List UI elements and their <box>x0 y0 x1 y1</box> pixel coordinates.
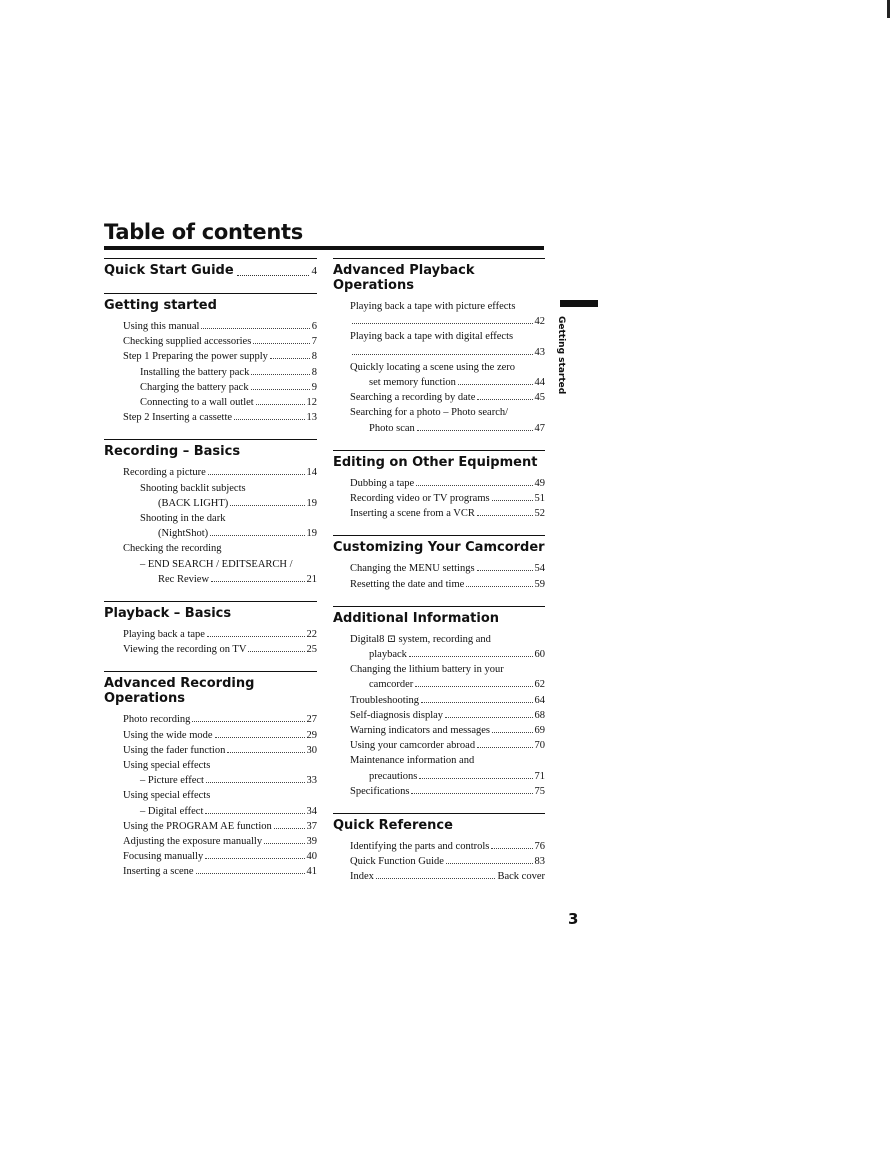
toc-entry-page: 69 <box>534 725 545 737</box>
toc-entry <box>104 481 317 496</box>
toc-entry-label: Digital8 ⊡ system, recording and <box>350 633 491 645</box>
dot-leader <box>205 858 304 859</box>
dot-leader <box>477 515 533 516</box>
toc-entry-label: Viewing the recording on TV <box>123 644 247 656</box>
side-tab-label: Getting started <box>556 316 566 395</box>
toc-entry[interactable] <box>104 804 317 819</box>
toc-entry-page: 42 <box>534 316 545 328</box>
toc-entry-page: 75 <box>534 785 545 797</box>
toc-entry-label: Troubleshooting <box>350 694 420 706</box>
section-heading[interactable] <box>104 263 317 279</box>
toc-entry[interactable] <box>333 421 545 436</box>
toc-entry-page: 59 <box>534 578 545 590</box>
dot-leader <box>352 354 533 355</box>
toc-entry-label: Photo recording <box>123 714 191 726</box>
dot-leader <box>234 419 304 420</box>
toc-entry-page: 27 <box>306 714 317 726</box>
toc-entry-page: 64 <box>534 694 545 706</box>
toc-entry-label: Rec Review <box>158 573 210 585</box>
toc-entry-label: Inserting a scene from a VCR <box>350 508 475 520</box>
toc-entry-label: Playing back a tape with picture effects <box>350 301 516 312</box>
toc-entry-page: 52 <box>534 508 545 520</box>
toc-entry-label: Installing the battery pack <box>140 366 250 378</box>
toc-entry-label: Specifications <box>350 785 410 797</box>
section-heading-label: Additional Information <box>333 610 500 626</box>
toc-entry-label: Changing the lithium battery in your <box>350 664 504 676</box>
section-heading-label: Quick Start Guide <box>104 263 234 278</box>
dot-leader <box>477 399 532 400</box>
toc-entry-page: 12 <box>306 397 317 409</box>
toc-entry[interactable] <box>104 743 317 758</box>
toc-entry[interactable] <box>333 506 545 521</box>
toc-entry <box>333 662 545 677</box>
toc-section-playback-basics <box>104 601 317 657</box>
toc-entry <box>104 511 317 526</box>
toc-entry[interactable] <box>333 723 545 738</box>
dot-leader <box>492 500 533 501</box>
toc-entry <box>333 405 545 420</box>
toc-entry-label: Playing back a tape <box>123 629 205 641</box>
toc-entry[interactable] <box>104 712 317 727</box>
section-page-number: 4 <box>311 265 317 277</box>
toc-entry[interactable] <box>333 561 545 576</box>
toc-entry-page: 40 <box>306 851 317 863</box>
right-column <box>333 258 545 899</box>
toc-entry-page: 70 <box>534 740 545 752</box>
dot-leader <box>421 702 532 703</box>
toc-entry-label: Searching a recording by date <box>350 392 476 404</box>
toc-entry-label: (NightShot) <box>158 528 209 540</box>
toc-entry-page: Back cover <box>497 871 545 883</box>
toc-entry-label: Resetting the date and time <box>350 578 465 590</box>
toc-entry[interactable] <box>104 319 317 334</box>
toc-entry-page: 34 <box>306 805 317 817</box>
dot-leader <box>376 878 496 879</box>
toc-section-quick-start-guide <box>104 258 317 279</box>
section-heading-label: Customizing Your Camcorder <box>333 540 545 556</box>
toc-entry[interactable] <box>104 365 317 380</box>
toc-entry <box>104 557 317 572</box>
toc-entry[interactable] <box>333 708 545 723</box>
toc-entry-label: Using the fader function <box>123 744 226 756</box>
toc-section-additional-information <box>333 606 545 799</box>
dot-leader <box>256 404 305 405</box>
side-tab-marker <box>560 300 598 307</box>
toc-entry-label: Step 1 Preparing the power supply <box>123 351 268 363</box>
toc-entry-page: 29 <box>306 729 317 741</box>
toc-entry-label: Searching for a photo – Photo search/ <box>350 407 509 419</box>
section-heading[interactable] <box>333 611 545 626</box>
toc-entry-label: Quickly locating a scene using the zero <box>350 361 516 373</box>
toc-entry[interactable] <box>104 864 317 879</box>
dot-leader <box>207 636 305 637</box>
section-heading[interactable] <box>104 676 317 706</box>
toc-entry[interactable] <box>104 349 317 364</box>
toc-entry-label: Recording a picture <box>123 467 206 479</box>
toc-entry-label: (BACK LIGHT) <box>158 497 229 509</box>
dot-leader <box>477 570 533 571</box>
toc-entry-label: Maintenance information and <box>350 755 475 767</box>
dot-leader <box>458 384 533 385</box>
toc-entry-page: 9 <box>311 381 317 393</box>
toc-entry-label: Inserting a scene <box>123 866 194 878</box>
toc-entry-page: 37 <box>306 820 317 832</box>
toc-section-advanced-recording-operations <box>104 671 317 879</box>
toc-entry-label: Shooting in the dark <box>140 513 226 525</box>
toc-entry-page: 30 <box>306 744 317 756</box>
toc-entry-page: 71 <box>534 770 545 782</box>
toc-entry-label: Step 2 Inserting a cassette <box>123 412 233 424</box>
dot-leader <box>208 474 305 475</box>
dot-leader <box>409 656 533 657</box>
dot-leader <box>201 328 309 329</box>
dot-leader <box>446 863 533 864</box>
toc-entry[interactable] <box>333 784 545 799</box>
toc-entry[interactable] <box>333 869 545 884</box>
toc-entry[interactable] <box>333 345 545 360</box>
toc-entry-label: playback <box>369 649 407 661</box>
toc-entry-label: Index <box>350 871 374 883</box>
toc-entry[interactable] <box>104 526 317 541</box>
toc-entry <box>333 632 545 647</box>
toc-entry-page: 45 <box>534 392 545 404</box>
toc-entry[interactable] <box>104 728 317 743</box>
dot-leader <box>352 323 533 324</box>
section-heading-label: Quick Reference <box>333 818 453 834</box>
toc-entry[interactable] <box>333 476 545 491</box>
toc-entry-label: Changing the MENU settings <box>350 563 475 575</box>
toc-entry-label: Quick Function Guide <box>350 856 444 868</box>
toc-entry-label: set memory function <box>369 377 456 389</box>
toc-entry-label: Focusing manually <box>123 851 204 863</box>
toc-entry-page: 33 <box>306 775 317 787</box>
toc-entry-label: Checking the recording <box>123 543 222 555</box>
toc-entry[interactable] <box>104 395 317 410</box>
dot-leader <box>270 358 310 359</box>
scan-edge-mark <box>887 0 890 18</box>
dot-leader <box>492 732 533 733</box>
section-heading[interactable] <box>333 263 545 293</box>
toc-entry-page: 62 <box>534 679 545 691</box>
toc-entry-label: Playing back a tape with digital effects <box>350 331 514 343</box>
toc-entry-page: 19 <box>306 497 317 509</box>
toc-entry-page: 54 <box>534 563 545 575</box>
toc-entry-label: Adjusting the exposure manually <box>123 836 263 848</box>
toc-entry <box>333 753 545 768</box>
toc-entry-label: Recording video or TV programs <box>350 493 490 505</box>
toc-section-getting-started <box>104 293 317 425</box>
section-heading[interactable] <box>333 818 545 833</box>
toc-entry[interactable] <box>333 854 545 869</box>
toc-entry-label: Dubbing a tape <box>350 477 415 489</box>
toc-entry[interactable] <box>333 314 545 329</box>
title-rule <box>104 246 544 250</box>
dot-leader <box>264 843 304 844</box>
toc-entry[interactable] <box>333 647 545 662</box>
section-heading-label: Getting started <box>104 298 217 313</box>
toc-entry[interactable] <box>333 390 545 405</box>
toc-entry[interactable] <box>104 642 317 657</box>
toc-entry-label: Shooting backlit subjects <box>140 482 246 494</box>
toc-entry-label: precautions <box>369 770 418 782</box>
toc-entry-page: 68 <box>534 709 545 721</box>
toc-entry-page: 83 <box>534 856 545 868</box>
toc-section-customizing-your-camcorder <box>333 535 545 591</box>
toc-entry-label: Using the wide mode <box>123 729 213 741</box>
dot-leader <box>206 782 305 783</box>
toc-entry-label: Checking supplied accessories <box>123 336 252 348</box>
dot-leader <box>416 485 532 486</box>
dot-leader <box>415 686 532 687</box>
dot-leader <box>237 274 309 276</box>
page-title: Table of contents <box>104 220 303 244</box>
section-heading-label: Editing on Other Equipment <box>333 454 538 470</box>
toc-entry-page: 49 <box>534 477 545 489</box>
toc-entry-label: camcorder <box>369 679 414 691</box>
toc-entry[interactable] <box>104 465 317 480</box>
toc-entry-label: Using the PROGRAM AE function <box>123 820 272 832</box>
toc-section-quick-reference <box>333 813 545 885</box>
dot-leader <box>196 873 305 874</box>
toc-entry <box>333 329 545 344</box>
toc-entry[interactable] <box>333 577 545 592</box>
dot-leader <box>227 752 304 753</box>
toc-entry-page: 19 <box>306 528 317 540</box>
toc-entry <box>333 360 545 375</box>
dot-leader <box>211 581 304 582</box>
toc-entry[interactable] <box>104 572 317 587</box>
section-heading[interactable] <box>104 606 317 621</box>
toc-section-recording-basics <box>104 439 317 587</box>
toc-entry[interactable] <box>333 375 545 390</box>
toc-entry-label: Self-diagnosis display <box>350 709 444 721</box>
toc-entry-label: – Picture effect <box>140 775 204 787</box>
toc-entry-page: 8 <box>311 366 317 378</box>
toc-entry <box>104 758 317 773</box>
toc-entry[interactable] <box>104 773 317 788</box>
toc-entry[interactable] <box>333 677 545 692</box>
section-heading[interactable] <box>104 444 317 459</box>
dot-leader <box>251 374 309 375</box>
dot-leader <box>210 535 304 536</box>
toc-entry-label: Connecting to a wall outlet <box>140 397 254 409</box>
toc-entry-page: 39 <box>306 836 317 848</box>
dot-leader <box>274 828 305 829</box>
section-heading-label: Playback – Basics <box>104 606 232 622</box>
section-heading-label: Advanced Playback Operations <box>333 263 475 293</box>
toc-entry[interactable] <box>104 380 317 395</box>
dot-leader <box>445 717 532 718</box>
toc-entry[interactable] <box>333 491 545 506</box>
section-heading-label: Advanced Recording Operations <box>104 676 255 707</box>
toc-entry[interactable] <box>333 769 545 784</box>
toc-entry-page: 76 <box>534 841 545 853</box>
toc-entry[interactable] <box>104 819 317 834</box>
toc-entry-page: 8 <box>311 351 317 363</box>
toc-entry-page: 14 <box>306 467 317 479</box>
toc-entry-label: Using special effects <box>123 790 211 802</box>
dot-leader <box>419 778 532 779</box>
dot-leader <box>466 586 532 587</box>
toc-entry-label: Using your camcorder abroad <box>350 740 476 752</box>
toc-entry-label: Identifying the parts and controls <box>350 841 490 853</box>
toc-entry[interactable] <box>333 738 545 753</box>
dot-leader <box>253 343 309 344</box>
toc-entry-page: 22 <box>306 629 317 641</box>
section-heading-label: Recording – Basics <box>104 444 241 460</box>
toc-entry-page: 41 <box>306 866 317 878</box>
toc-entry[interactable] <box>104 496 317 511</box>
toc-entry-page: 51 <box>534 493 545 505</box>
toc-entry[interactable] <box>104 334 317 349</box>
section-heading[interactable] <box>333 455 545 470</box>
toc-entry-page: 47 <box>534 422 545 434</box>
toc-entry-page: 43 <box>534 346 545 358</box>
toc-entry-page: 6 <box>311 321 317 332</box>
dot-leader <box>417 430 533 431</box>
dot-leader <box>491 848 532 849</box>
dot-leader <box>477 747 532 748</box>
toc-entry-page: 25 <box>306 644 317 656</box>
dot-leader <box>230 505 304 506</box>
dot-leader <box>411 793 532 794</box>
toc-entry-page: 21 <box>306 573 317 585</box>
toc-entry <box>104 541 317 556</box>
dot-leader <box>205 813 304 814</box>
toc-section-advanced-playback-operations <box>333 258 545 436</box>
toc-entry-label: Using this manual <box>123 321 200 332</box>
dot-leader <box>248 651 304 652</box>
toc-entry-label: Charging the battery pack <box>140 381 249 393</box>
toc-section-editing-on-other-equipment <box>333 450 545 522</box>
section-heading[interactable] <box>104 298 317 313</box>
toc-entry[interactable] <box>104 410 317 425</box>
toc-entry-label: Photo scan <box>369 422 415 434</box>
left-column <box>104 258 317 894</box>
toc-entry[interactable] <box>333 693 545 708</box>
section-heading[interactable] <box>333 540 545 555</box>
page-number: 3 <box>568 910 579 928</box>
toc-entry[interactable] <box>104 834 317 849</box>
toc-entry-label: Warning indicators and messages <box>350 725 490 737</box>
dot-leader <box>215 737 305 738</box>
toc-entry[interactable] <box>333 839 545 854</box>
toc-entry-page: 44 <box>534 377 545 389</box>
toc-entry <box>333 299 545 314</box>
toc-entry <box>104 788 317 803</box>
toc-entry-label: – Digital effect <box>140 805 204 817</box>
toc-entry-label: Using special effects <box>123 760 211 772</box>
toc-entry-label: – END SEARCH / EDITSEARCH / <box>140 558 293 570</box>
toc-entry-page: 60 <box>534 649 545 661</box>
toc-entry[interactable] <box>104 849 317 864</box>
toc-entry-page: 7 <box>311 336 317 348</box>
toc-entry[interactable] <box>104 627 317 642</box>
dot-leader <box>251 389 310 390</box>
dot-leader <box>192 721 304 722</box>
toc-entry-page: 13 <box>306 412 317 424</box>
